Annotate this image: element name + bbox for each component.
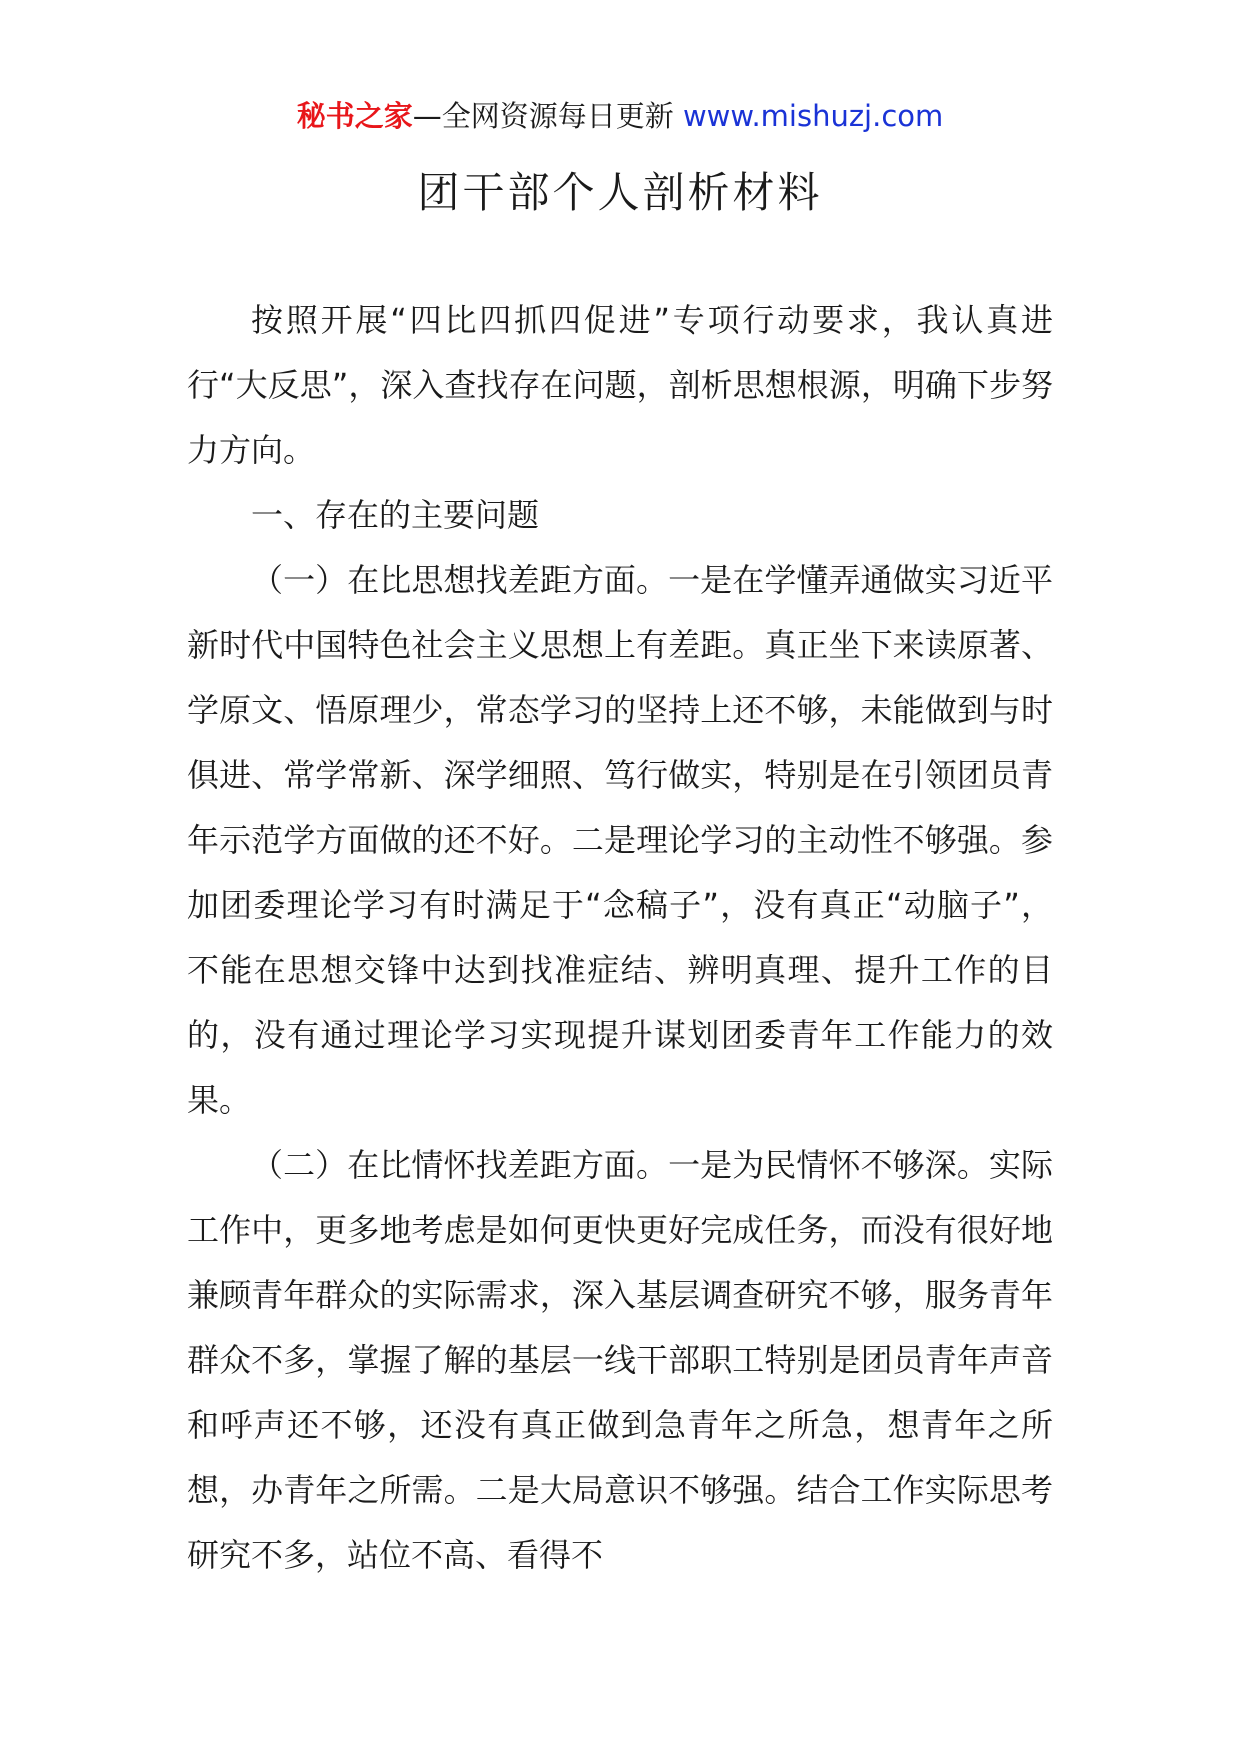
body-paragraph: （一）在比思想找差距方面。一是在学懂弄通做实习近平新时代中国特色社会主义思想上有差距。真正坐下来读原著、学原文、悟原理少，常态学习的坚持上还不够，未能做到与时俱进、常学常新、深学细照、笃行做实，特别是在引领团员青年示范学方面做的还不好。二是理论学习的主动性不够强。参加团委理论学习有时满足于“念稿子”，没有真正“动脑子”，不能在思想交锋中达到找准症结、辨明真理、提升工作的目的，没有通过理论学习实现提升谋划团委青年工作能力的效果。	[187, 561, 1053, 1119]
watermark-header	[0, 96, 1240, 136]
document-body	[187, 288, 1053, 1588]
document-title: 团干部个人剖析材料	[417, 168, 823, 217]
body-paragraph: （二）在比情怀找差距方面。一是为民情怀不够深。实际工作中，更多地考虑是如何更快更好完成任务，而没有很好地兼顾青年群众的实际需求，深入基层调查研究不够，服务青年群众不多，掌握了解的基层一线干部职工特别是团员青年声音和呼声还不够，还没有真正做到急青年之所急，想青年之所想，办青年之所需。二是大局意识不够强。结合工作实际思考研究不多，站位不高、看得不	[187, 1146, 1053, 1574]
header-tagline: —全网资源每日更新	[412, 99, 683, 133]
intro-paragraph: 按照开展“四比四抓四促进”专项行动要求，我认真进行“大反思”，深入查找存在问题，剖析思想根源，明确下步努力方向。	[187, 301, 1053, 469]
brand-name: 秘书之家	[296, 99, 413, 133]
section-heading: 一、存在的主要问题	[251, 496, 540, 534]
website-link[interactable]: www.mishuzj.com	[682, 99, 944, 133]
